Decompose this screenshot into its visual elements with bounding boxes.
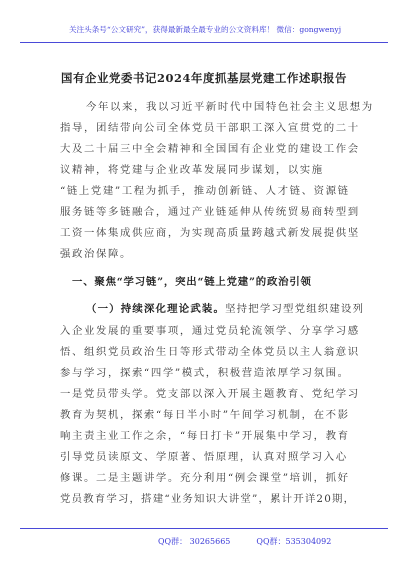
subsection-label: （一）持续深化理论武装。 xyxy=(86,303,226,315)
intro-line: 工资一体集成供应商，为实现高质量跨越式新发展提供坚 xyxy=(60,227,360,239)
body-line: 参与学习，探索“四学”模式，积极营造浓厚学习氛围。 xyxy=(60,367,350,379)
subsection-first-line xyxy=(86,300,364,315)
body-line: 悟、组织党员政治生日等形式带动全体党员以主人翁意识 xyxy=(60,346,360,358)
document-title: 国有企业党委书记2024年度抓基层党建工作述职报告 xyxy=(61,71,347,85)
body-line: 党员教育学习，搭建“业务知识大讲堂”，累计开详20期， xyxy=(60,493,356,505)
body-line: 一是党员带头学。党支部以深入开展主题教育、党纪学习 xyxy=(60,388,360,400)
intro-line: 今年以来，我以习近平新时代中国特色社会主义思想为 xyxy=(86,101,374,113)
intro-line: 服务链等多链融合，通过产业链延伸从传统贸易商转型到 xyxy=(60,206,360,218)
subsection-first-line-text: 坚持把学习型党组织建设列 xyxy=(225,303,365,315)
body-line: 入企业发展的重要事项，通过党员轮流领学、分享学习感 xyxy=(60,325,360,337)
header-banner: 关注头条号“公文研究”，获得最新最全最专业的公文资料库！ 微信：gongwenyj xyxy=(68,25,342,34)
intro-line: “链上党建”工程为抓手，推动创新链、人才链、资源链 xyxy=(60,185,350,197)
footer-qq-group-2: QQ群：535304092 xyxy=(256,537,332,546)
intro-line: 指导，团结带向公司全体党员干部职工深入宣贯党的二十 xyxy=(60,122,360,134)
footer-qq-group-1: QQ群： 30265665 xyxy=(158,537,231,546)
footer-divider xyxy=(20,528,388,529)
section-heading: 一、聚焦“学习链”，突出“链上党建”的政治引领 xyxy=(72,276,312,288)
intro-line: 议精神，将党建与企业改革发展同步谋划，以实施 xyxy=(60,164,324,176)
header-divider xyxy=(20,42,388,43)
body-line: 响主责主业工作之余，“每日打卡”开展集中学习，教育 xyxy=(60,430,350,442)
body-line: 修课。二是主题讲学。充分利用“例会课堂”培训，抓好 xyxy=(60,472,350,484)
intro-line: 大及二十届三中全会精神和全国国有企业党的建设工作会 xyxy=(60,143,360,155)
body-line: 教育为契机，探索“每日半小时”午间学习机制，在不影 xyxy=(60,409,350,421)
body-line: 引导党员读原文、学原著、悟原理，认真对照学习入心 xyxy=(60,451,348,463)
footer xyxy=(158,536,357,547)
intro-line: 强政治保障。 xyxy=(60,248,132,260)
